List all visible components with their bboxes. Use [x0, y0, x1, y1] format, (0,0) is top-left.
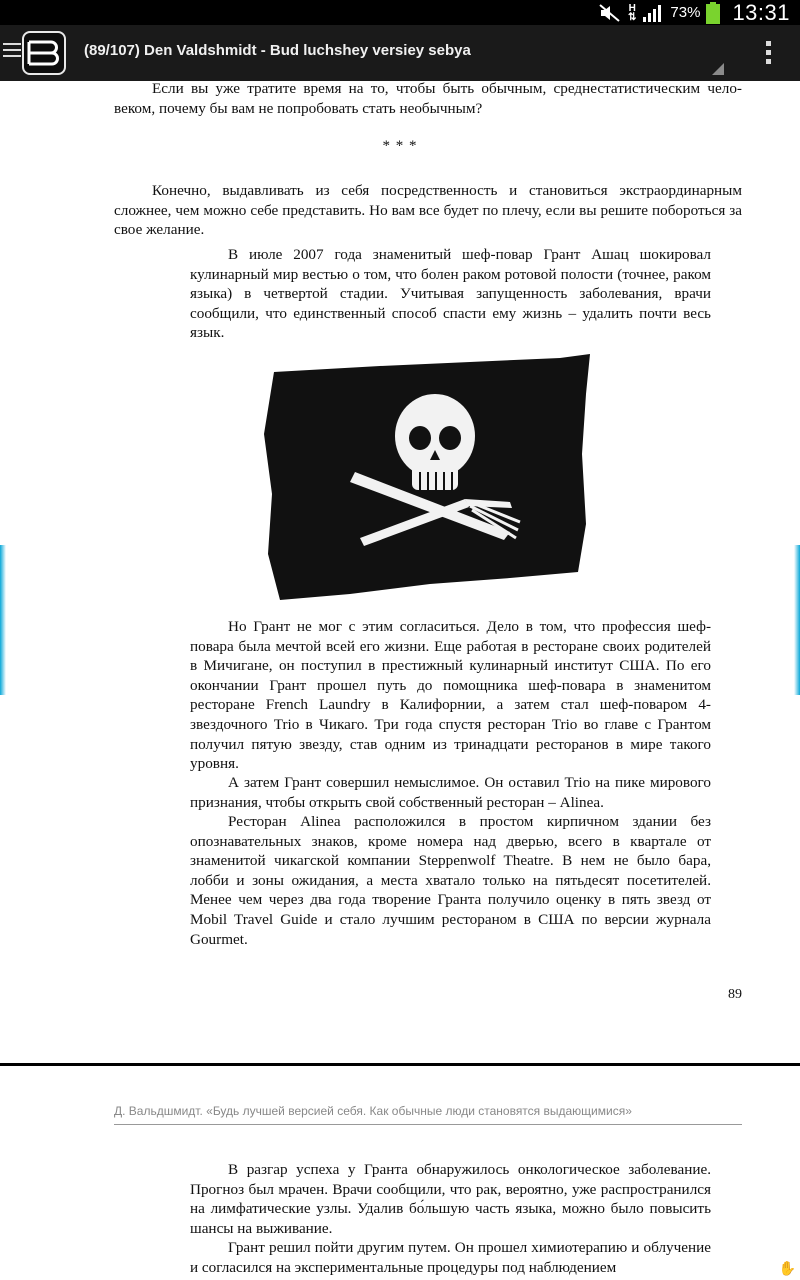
paragraph: В июле 2007 года знаменитый шеф-повар Грант Ашац шокировал кулинарный мир вестью о том, что болен раком ротовой полости (точнее, раком языка) в четвертой стадии. Учитывая запущенность заболевания, врачи сообщили, что единственный способ спасти ему жизнь – удалить почти весь язык. [190, 246, 711, 342]
pirate-flag-illustration [260, 354, 592, 602]
paragraph: Конечно, выдавливать из себя посредственность и становиться экстраординарным сложнее, чем можно себе представить. Но вам все будет по плечу, если вы решите побороться за свое желание. [114, 182, 742, 239]
page-number: 89 [728, 987, 742, 1002]
paragraph: В разгар успеха у Гранта обнаружилось онкологическое заболевание. Прогноз был мрачен. Врачи сообщили, что рак, вероятно, уже распространился на лимфатические узлы. Удалив бо́льшую часть языка, можно было повысить шансы на выживание. [190, 1161, 711, 1237]
clock: 13:31 [732, 0, 790, 25]
menu-icon[interactable] [3, 43, 21, 61]
page-turn-edge-left[interactable] [0, 545, 6, 695]
hand-tool-icon[interactable]: ✋ [778, 1262, 796, 1277]
battery-percent: 73% [670, 4, 701, 21]
paragraph: Но Грант не мог с этим согласиться. Дело в том, что профессия шеф-повара была мечтой всей его жизни. Еще работая в ресторане своих родителей в Мичигане, он поступил в престижный кулинарный институт США. По его окончании Грант прошел путь до помощника шеф-повара в знаменитом ресторане French Laundry в Калифорнии, а затем стал шеф-поваром 4-звездочного Trio в Чикаго. Три года спустя ресторан Trio во главе с Грантом получил пятую звезду, став одним из тринадцати ресторанов в мире такого уровня. [190, 618, 711, 773]
book-title: (89/107) Den Valdshmidt - Bud luchshey versiey sebya [84, 42, 471, 59]
network-type-icon: H ⇅ [628, 2, 637, 23]
page-turn-edge-right[interactable] [794, 545, 800, 695]
status-icons [598, 0, 790, 25]
paragraph: Ресторан Alinea расположился в простом кирпичном здании без опознавательных знаков, кроме номера над дверью, всего в квартале от знаменитой чикагской компании Steppenwolf Theatre. В нем не было бара, лобби и зоны ожидания, а места хватало только на пятьдесят посетителей. Менее чем через два года творение Гранта получило оценку в пять звезд от Mobil Travel Guide и стало лучшим рестораном в США по версии журнала Gourmet. [190, 813, 711, 948]
page-divider [0, 1063, 800, 1066]
paragraph: А затем Грант совершил немыслимое. Он оставил Trio на пике мирового признания, чтобы открыть свой собственный ресторан – Alinea. [190, 774, 711, 811]
paragraph: Грант решил пойти другим путем. Он прошел химиотерапию и облучение и согласился на экспериментальные процедуры под наблюдением [190, 1239, 711, 1276]
battery-icon [706, 2, 720, 24]
app-bar [0, 25, 800, 81]
signal-icon [642, 3, 664, 23]
running-header: Д. Вальдшмидт. «Будь лучшей версией себя. Как обычные люди становятся выдающимися» [114, 1104, 742, 1125]
overflow-menu-icon[interactable] [766, 41, 772, 68]
status-bar [0, 0, 800, 25]
section-separator: * * * [382, 138, 418, 154]
mute-icon [598, 3, 622, 23]
app-logo-icon[interactable] [22, 31, 66, 75]
dropdown-corner-icon [712, 63, 724, 75]
paragraph: Если вы уже тратите время на то, чтобы быть обычным, среднестатистическим чело-веком, почему бы вам не попробовать стать необычным? [114, 80, 742, 117]
